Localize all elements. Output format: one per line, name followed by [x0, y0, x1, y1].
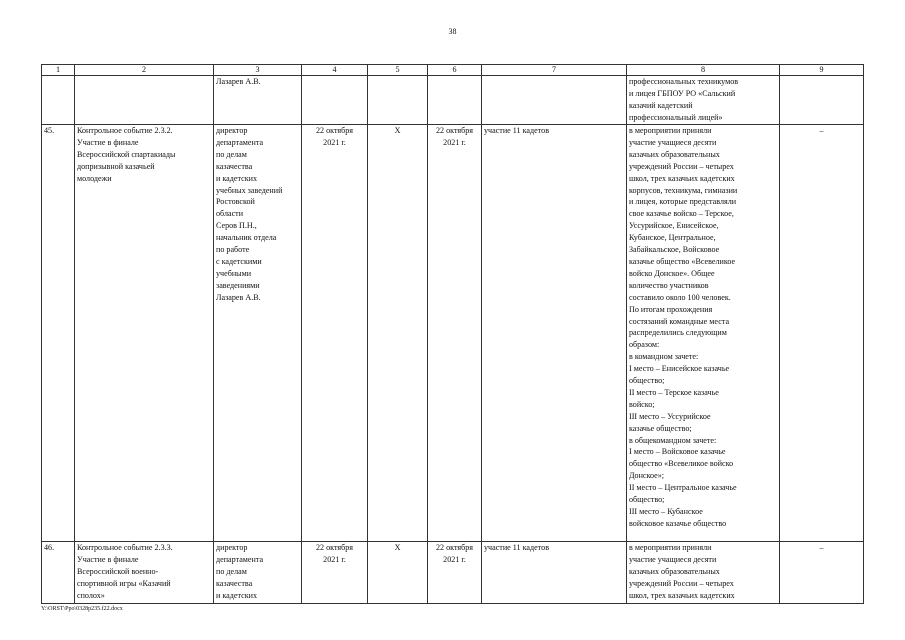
- note-cell: [780, 76, 864, 125]
- mark-cell: [368, 76, 428, 125]
- header-col-3: 3: [214, 65, 302, 76]
- table-row: [42, 542, 864, 604]
- row-number: [42, 76, 75, 125]
- header-col-5: 5: [368, 65, 428, 76]
- report-table: [41, 64, 864, 604]
- plan-date-cell: 22 октября 2021 г.: [302, 542, 368, 604]
- responsible-cell: Лазарев А.В.: [214, 76, 302, 125]
- row-number: 46.: [42, 542, 75, 604]
- result-cell: в мероприятии приняли участие учащиеся десяти казачьих образовательных учреждений России – четырех школ, трех казачьих кадетских корпусов, техникума, гимназии и лицея, которые представляли свое казачье войско – Терское, Уссурийское, Енисейское, Кубанское, Центральное, Забайкальское, Войсковое казачье общество «Всевеликое войско Донское». Общее количество участников составило около 100 человек. По итогам прохождения состязаний командные места распределились следующим образом: в командном зачете: I место – Енисейское казачье общество; II место – Терское казачье войско; III место – Уссурийское казачье общество; в общекомандном зачете: I место – Войсковое казачье общество «Всевеликое войско Донское»; II место – Центральное казачье общество; III место – Кубанское войсковое казачье общество: [627, 125, 780, 542]
- result-cell: в мероприятии приняли участие учащиеся десяти казачьих образовательных учреждений России – четырех школ, трех казачьих кадетских: [627, 542, 780, 604]
- header-col-2: 2: [75, 65, 214, 76]
- plan-date-cell: [302, 76, 368, 125]
- note-cell: –: [780, 125, 864, 542]
- page-number: 38: [448, 27, 457, 36]
- table-row: [42, 76, 864, 125]
- fact-date-cell: 22 октября 2021 г.: [428, 125, 482, 542]
- header-col-4: 4: [302, 65, 368, 76]
- participants-cell: [482, 76, 627, 125]
- participants-cell: участие 11 кадетов: [482, 542, 627, 604]
- header-col-6: 6: [428, 65, 482, 76]
- note-cell: –: [780, 542, 864, 604]
- responsible-cell: директор департамента по делам казачества и кадетских: [214, 542, 302, 604]
- file-path-footer: Y:\ORST\Ppo\0328p235.f22.docx: [41, 606, 123, 612]
- mark-cell: Х: [368, 125, 428, 542]
- table-row: [42, 125, 864, 542]
- header-col-9: 9: [780, 65, 864, 76]
- row-number: 45.: [42, 125, 75, 542]
- fact-date-cell: [428, 76, 482, 125]
- participants-cell: участие 11 кадетов: [482, 125, 627, 542]
- fact-date-cell: 22 октября 2021 г.: [428, 542, 482, 604]
- responsible-cell: директор департамента по делам казачества и кадетских учебных заведений Ростовской области Серов П.Н., начальник отдела по работе с кадетскими учебными заведениями Лазарев А.В.: [214, 125, 302, 542]
- header-row: [42, 65, 864, 76]
- mark-cell: Х: [368, 542, 428, 604]
- header-col-8: 8: [627, 65, 780, 76]
- plan-date-cell: 22 октября 2021 г.: [302, 125, 368, 542]
- event-cell: Контрольное событие 2.3.3. Участие в финале Всероссийской военно- спортивной игры «Казачий сполох»: [75, 542, 214, 604]
- header-col-1: 1: [42, 65, 75, 76]
- event-cell: [75, 76, 214, 125]
- event-cell: Контрольное событие 2.3.2. Участие в финале Всероссийской спартакиады допризывной казачьей молодежи: [75, 125, 214, 542]
- result-cell: профессиональных техникумов и лицея ГБПОУ РО «Сальский казачий кадетский профессиональный лицей»: [627, 76, 780, 125]
- header-col-7: 7: [482, 65, 627, 76]
